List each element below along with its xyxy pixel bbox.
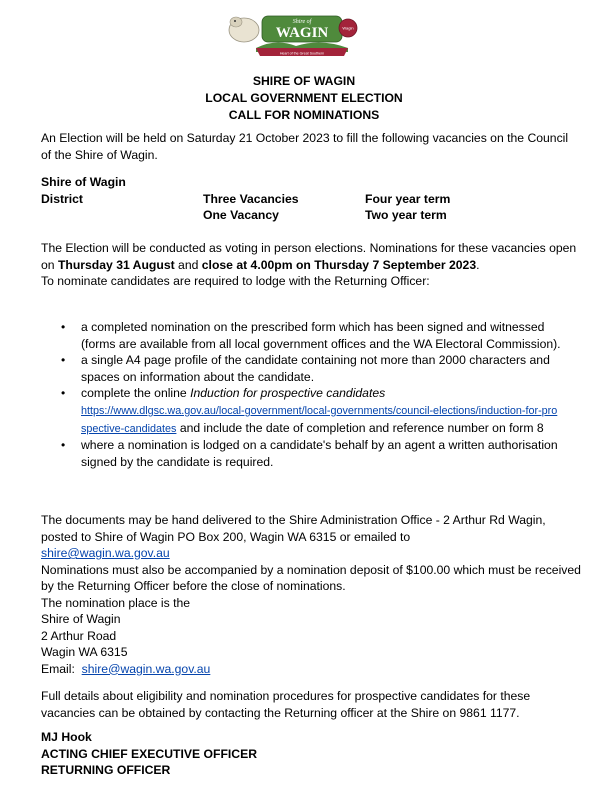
details-paragraph: Full details about eligibility and nomination procedures for prospective candidates for these vacancies can be obtained by contacting the Returning officer at the Shire on 9861 1177. (41, 689, 531, 720)
induction-link[interactable]: https://www.dlgsc.wa.gov.au/local-government/local-governments/council-elections/induction-for-prospective-candidates (81, 404, 558, 435)
conduct-text: . (476, 257, 480, 272)
email-link[interactable]: shire@wagin.wa.gov.au (81, 661, 211, 676)
requirements-list (41, 319, 561, 470)
bullet-icon: • (61, 320, 66, 334)
lodge-instruction: To nominate candidates are required to lodge with the Returning Officer: (41, 274, 430, 288)
documents-section (41, 512, 581, 677)
list-item (41, 352, 561, 385)
vacancy-term: Two year term (365, 208, 447, 222)
logo-top-text: Shire of (292, 19, 312, 25)
list-item-text: and include the date of completion and reference number on form 8 (176, 420, 544, 435)
notice-titles (0, 73, 608, 124)
list-item-text: a completed nomination on the prescribed form which has been signed and witnessed (forms are available from all local government offices and the WA Electoral Commission). (81, 320, 561, 351)
vacancy-count: Three Vacancies (203, 192, 299, 206)
bullet-icon: • (61, 353, 66, 368)
vacancy-heading-row (41, 175, 561, 192)
title-call: CALL FOR NOMINATIONS (228, 108, 380, 122)
conduct-text: and (174, 257, 202, 272)
bullet-icon: • (61, 438, 66, 453)
list-item-text: a single A4 page profile of the candidate containing not more than 2000 characters and spaces on information about the candidate. (81, 353, 550, 384)
logo-ribbon-text: Heart of the Great Southern (279, 51, 325, 56)
conduct-paragraph (41, 240, 581, 290)
vacancy-heading: Shire of Wagin (41, 175, 126, 189)
delivery-paragraph: The documents may be hand delivered to the Shire Administration Office - 2 Arthur Rd Wagin, posted to Shire of Wagin PO Box 200, Wagin WA 6315 or emailed to (41, 513, 546, 544)
bullet-icon: • (61, 386, 66, 401)
title-election: LOCAL GOVERNMENT ELECTION (205, 91, 403, 105)
open-date: Thursday 31 August (57, 257, 175, 272)
signatory-title: ACTING CHIEF EXECUTIVE OFFICER (41, 746, 258, 761)
signature-block (41, 729, 581, 779)
deposit-paragraph: Nominations must also be accompanied by a nomination deposit of $100.00 which must be received by the Returning Officer before the close of nominations. (41, 562, 581, 593)
close-date: close at 4.00pm on Thursday 7 September 2023 (201, 257, 477, 272)
email-link[interactable]: shire@wagin.wa.gov.au (41, 546, 170, 560)
email-label: Email: (41, 661, 75, 676)
list-item-text: complete the online (81, 386, 191, 401)
conduct-text: The Election will be conducted as voting in person elections. Nominations for these vacancies open on (41, 241, 577, 272)
induction-title: Induction for prospective candidates (190, 386, 386, 401)
list-item (41, 319, 561, 352)
vacancy-row (41, 192, 561, 209)
logo-badge-text: Wagin (342, 25, 354, 31)
list-item-text: where a nomination is lodged on a candidate's behalf by an agent a written authorisation signed by the candidate is required. (81, 438, 558, 469)
address-line: Wagin WA 6315 (41, 645, 128, 659)
list-item (41, 437, 561, 470)
vacancy-count: One Vacancy (203, 208, 279, 222)
title-shire: SHIRE OF WAGIN (252, 74, 356, 88)
vacancy-row (41, 208, 561, 225)
district-label: District (41, 192, 83, 206)
signatory-name: MJ Hook (41, 730, 92, 744)
logo-main-text: WAGIN (275, 25, 329, 41)
shire-of-wagin-logo (226, 8, 366, 62)
intro-paragraph: An Election will be held on Saturday 21 October 2023 to fill the following vacancies on the Council of the Shire of Wagin. (41, 131, 569, 162)
signatory-role: RETURNING OFFICER (41, 763, 171, 777)
nomination-place-intro: The nomination place is the (41, 595, 191, 610)
address-line: Shire of Wagin (41, 612, 121, 626)
address-line: 2 Arthur Road (41, 628, 117, 643)
vacancy-term: Four year term (365, 192, 451, 206)
list-item (41, 385, 561, 437)
email-row (41, 661, 581, 678)
